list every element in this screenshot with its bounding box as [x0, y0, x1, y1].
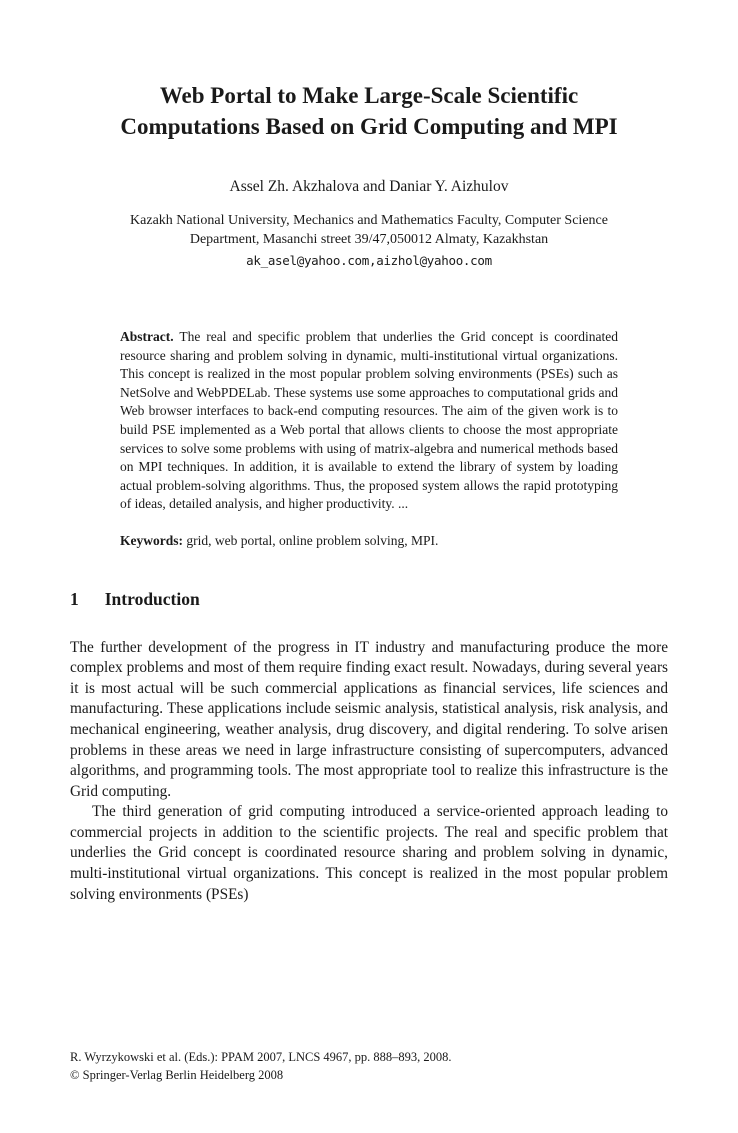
affiliation-line-2: Department, Masanchi street 39/47,050012 Almaty, Kazakhstan: [189, 232, 549, 247]
keywords: [120, 532, 618, 551]
section-number: 1: [70, 588, 79, 609]
affiliation-line-1: Kazakh National University, Mechanics and Mathematics Faculty, Computer Science: [130, 213, 608, 228]
section-heading-introduction: [70, 589, 668, 610]
keywords-text: grid, web portal, online problem solving, MPI.: [186, 532, 439, 548]
body-paragraph-2: The third generation of grid computing introduced a service-oriented approach leading to commercial projects in addition to the scientific projects. The real and specific problem that underlies the Grid concept is coordinated resource sharing and problem solving in dynamic, multi-institutional virtual organizations. This concept is realized in the most popular problem solving environments (PSEs): [70, 803, 668, 903]
affiliation: [70, 211, 668, 249]
footer-copyright-line: © Springer-Verlag Berlin Heidelberg 2008: [70, 1068, 284, 1082]
abstract-label: Abstract.: [120, 329, 174, 344]
paper-title: Web Portal to Make Large-Scale Scientific Computations Based on Grid Computing and MPI: [120, 83, 618, 139]
keywords-label: Keywords:: [120, 532, 183, 548]
abstract: [120, 328, 618, 514]
abstract-text: The real and specific problem that underlies the Grid concept is coordinated resource sharing and problem solving in dynamic, multi-institutional virtual organizations. This concept is realized in the most popular problem solving environments (PSEs) such as NetSolve and WebPDELab. These systems use some approaches to computational grids and Web browser interfaces to back-end computing resources. The aim of the given work is to build PSE implemented as a Web portal that allows clients to choose the most appropriate services to solve some problems with using of matrix-algebra and numerical methods based on MPI techniques. In addition, it is available to extend the library of system by loading actual problem-solving algorithms. Thus, the proposed system allows the rapid prototyping of ideas, detailed analysis, and higher productivity. ...: [120, 329, 618, 512]
section-title: Introduction: [104, 588, 200, 609]
body-paragraph-1: The further development of the progress in IT industry and manufacturing produce the more complex problems and most of them require finding exact result. Nowadays, during several years it is most actual will be such commercial applications as financial services, life sciences and manufacturing. These applications include seismic analysis, statistical analysis, risk analysis, and mechanical engineering, weather analysis, drug discovery, and digital rendering. To solve arisen problems in these areas we need in large infrastructure consisting of supercomputers, advanced algorithms, and programming tools. The most appropriate tool to realize this infrastructure is the Grid computing.: [70, 638, 668, 800]
author-emails: ak_asel@yahoo.com,aizhol@yahoo.com: [246, 253, 492, 268]
footer-citation-line: R. Wyrzykowski et al. (Eds.): PPAM 2007, LNCS 4967, pp. 888–893, 2008.: [70, 1050, 452, 1064]
page-footer: [70, 1048, 668, 1084]
authors-line: Assel Zh. Akzhalova and Daniar Y. Aizhulov: [229, 178, 509, 195]
